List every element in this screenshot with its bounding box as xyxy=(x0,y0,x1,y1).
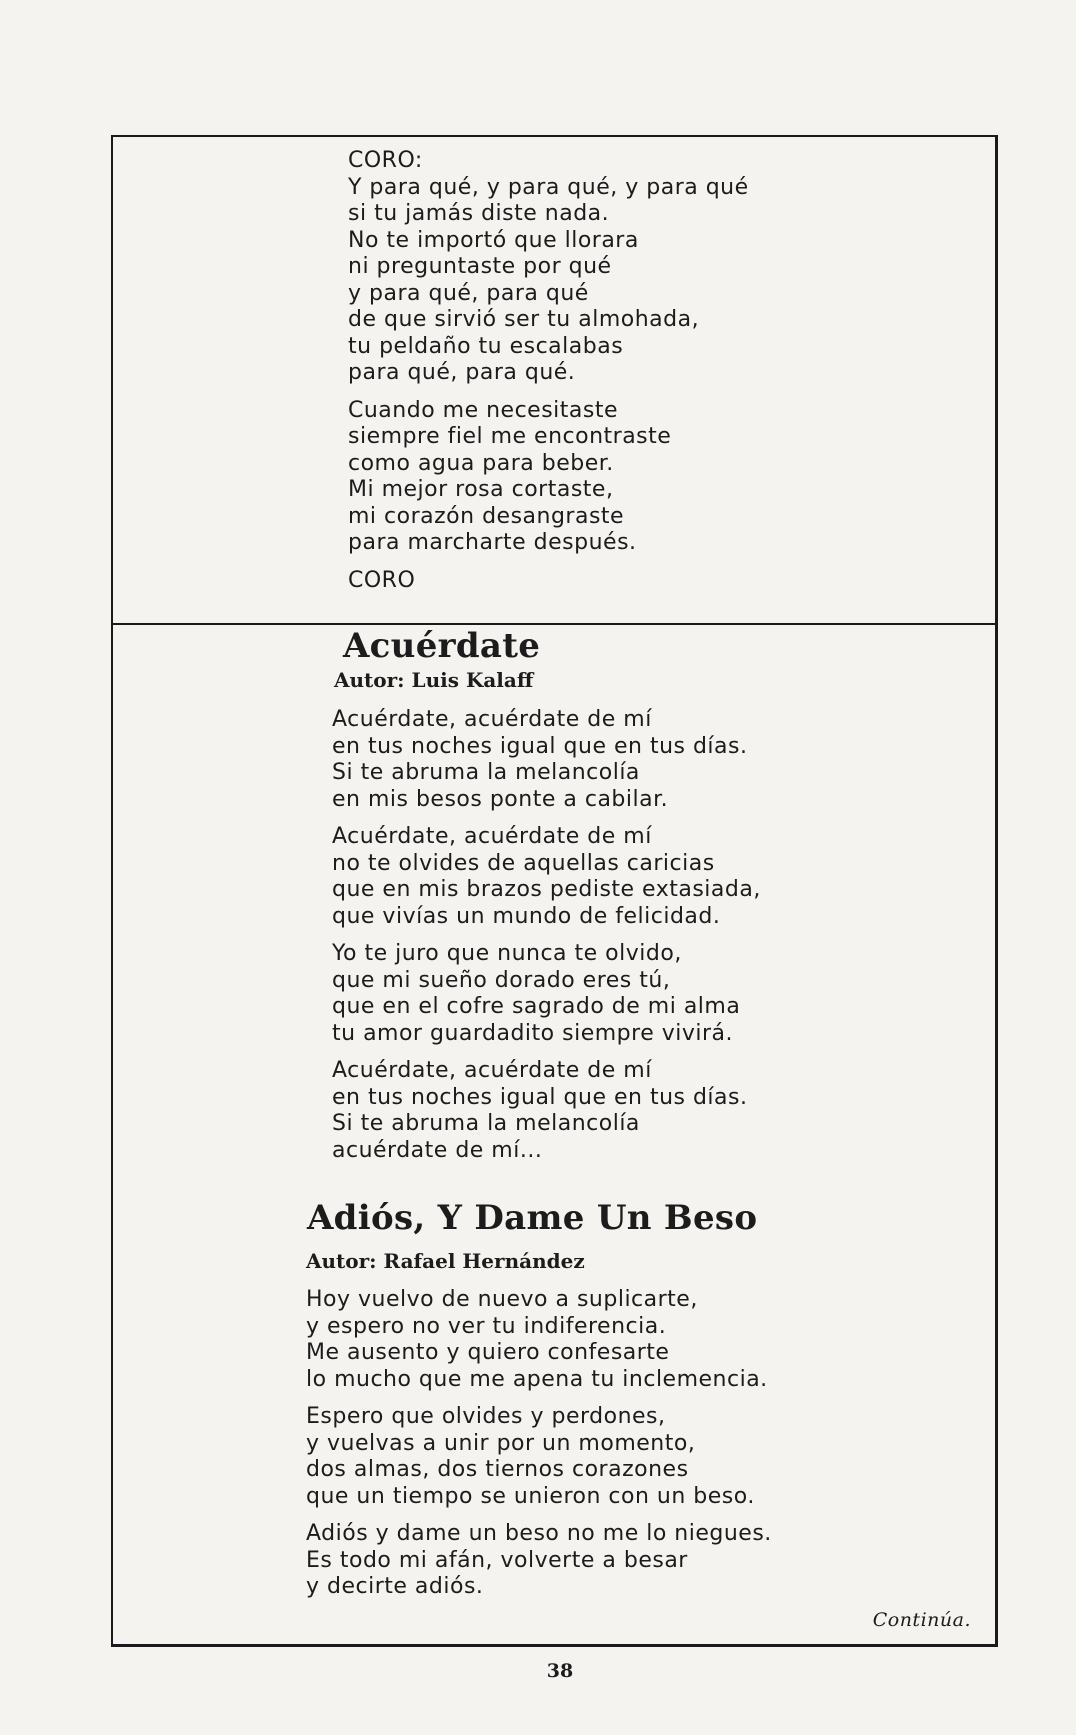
lyric-line: y decirte adiós. xyxy=(306,1574,484,1599)
coro-line: No te importó que llorara xyxy=(348,227,639,253)
page-number: 38 xyxy=(546,1660,574,1682)
song-title-adios: Adiós, Y Dame Un Beso xyxy=(307,1198,758,1238)
lyric-line: que en el cofre sagrado de mi alma xyxy=(332,994,741,1019)
lyric-line: que mi sueño dorado eres tú, xyxy=(332,967,671,993)
lyric-line: dos almas, dos tiernos corazones xyxy=(306,1457,689,1482)
first-song-block xyxy=(348,148,749,594)
verse-line: Mi mejor rosa cortaste, xyxy=(348,477,614,502)
coro-line: tu peldaño tu escalabas xyxy=(348,333,624,359)
lyric-line: Si te abruma la melancolía xyxy=(332,760,640,785)
coro-line: y para qué, para qué xyxy=(348,280,589,306)
lyric-line: Espero que olvides y perdones, xyxy=(306,1404,666,1429)
verse-line: siempre fiel me encontraste xyxy=(348,424,672,449)
lyric-line: Acuérdate, acuérdate de mí xyxy=(332,1058,652,1083)
coro-line: si tu jamás diste nada. xyxy=(348,201,610,226)
verse-line: mi corazón desangraste xyxy=(348,503,625,529)
lyric-line: Acuérdate, acuérdate de mí xyxy=(332,824,652,849)
section-divider xyxy=(111,623,998,625)
lyric-line: que un tiempo se unieron con un beso. xyxy=(306,1483,755,1509)
coro-repeat: CORO xyxy=(348,567,416,593)
lyric-line: y espero no ver tu indiferencia. xyxy=(306,1313,667,1339)
lyric-line: no te olvides de aquellas caricias xyxy=(332,850,715,876)
lyric-line: Yo te juro que nunca te olvido, xyxy=(332,941,682,966)
lyric-line: en tus noches igual que en tus días. xyxy=(332,1084,748,1110)
lyric-line: Adiós y dame un beso no me lo niegues. xyxy=(306,1521,772,1546)
lyric-line: en mis besos ponte a cabilar. xyxy=(332,786,669,812)
coro-line: ni preguntaste por qué xyxy=(348,254,612,279)
verse-line: para marcharte después. xyxy=(348,530,637,555)
lyric-line: Acuérdate, acuérdate de mí xyxy=(332,707,652,732)
lyric-line: Si te abruma la melancolía xyxy=(332,1111,640,1136)
lyric-line: que vivías un mundo de felicidad. xyxy=(332,903,721,929)
coro-label: CORO: xyxy=(348,148,423,173)
lyric-line: Hoy vuelvo de nuevo a suplicarte, xyxy=(306,1287,698,1312)
coro-line: Y para qué, y para qué, y para qué xyxy=(348,174,749,200)
verse-line: como agua para beber. xyxy=(348,450,614,476)
lyric-line: que en mis brazos pediste extasiada, xyxy=(332,877,761,902)
verse-line: Cuando me necesitaste xyxy=(348,397,619,423)
song-author-acuerdate: Autor: Luis Kalaff xyxy=(334,668,534,692)
lyric-line: Me ausento y quiero confesarte xyxy=(306,1340,670,1365)
coro-line: para qué, para qué. xyxy=(348,360,576,385)
song-author-adios: Autor: Rafael Hernández xyxy=(306,1249,585,1273)
lyric-line: y vuelvas a unir por un momento, xyxy=(306,1430,696,1456)
continua-note: Continúa. xyxy=(872,1609,971,1631)
lyric-line: tu amor guardadito siempre vivirá. xyxy=(332,1020,734,1046)
adios-lyrics xyxy=(306,1287,772,1601)
acuerdate-lyrics xyxy=(332,707,761,1164)
coro-line: de que sirvió ser tu almohada, xyxy=(348,307,700,332)
lyric-line: acuérdate de mí... xyxy=(332,1137,543,1163)
lyric-line: en tus noches igual que en tus días. xyxy=(332,733,748,759)
lyric-line: Es todo mi afán, volverte a besar xyxy=(306,1547,688,1573)
lyric-line: lo mucho que me apena tu inclemencia. xyxy=(306,1366,768,1392)
song-title-acuerdate: Acuérdate xyxy=(343,626,541,666)
